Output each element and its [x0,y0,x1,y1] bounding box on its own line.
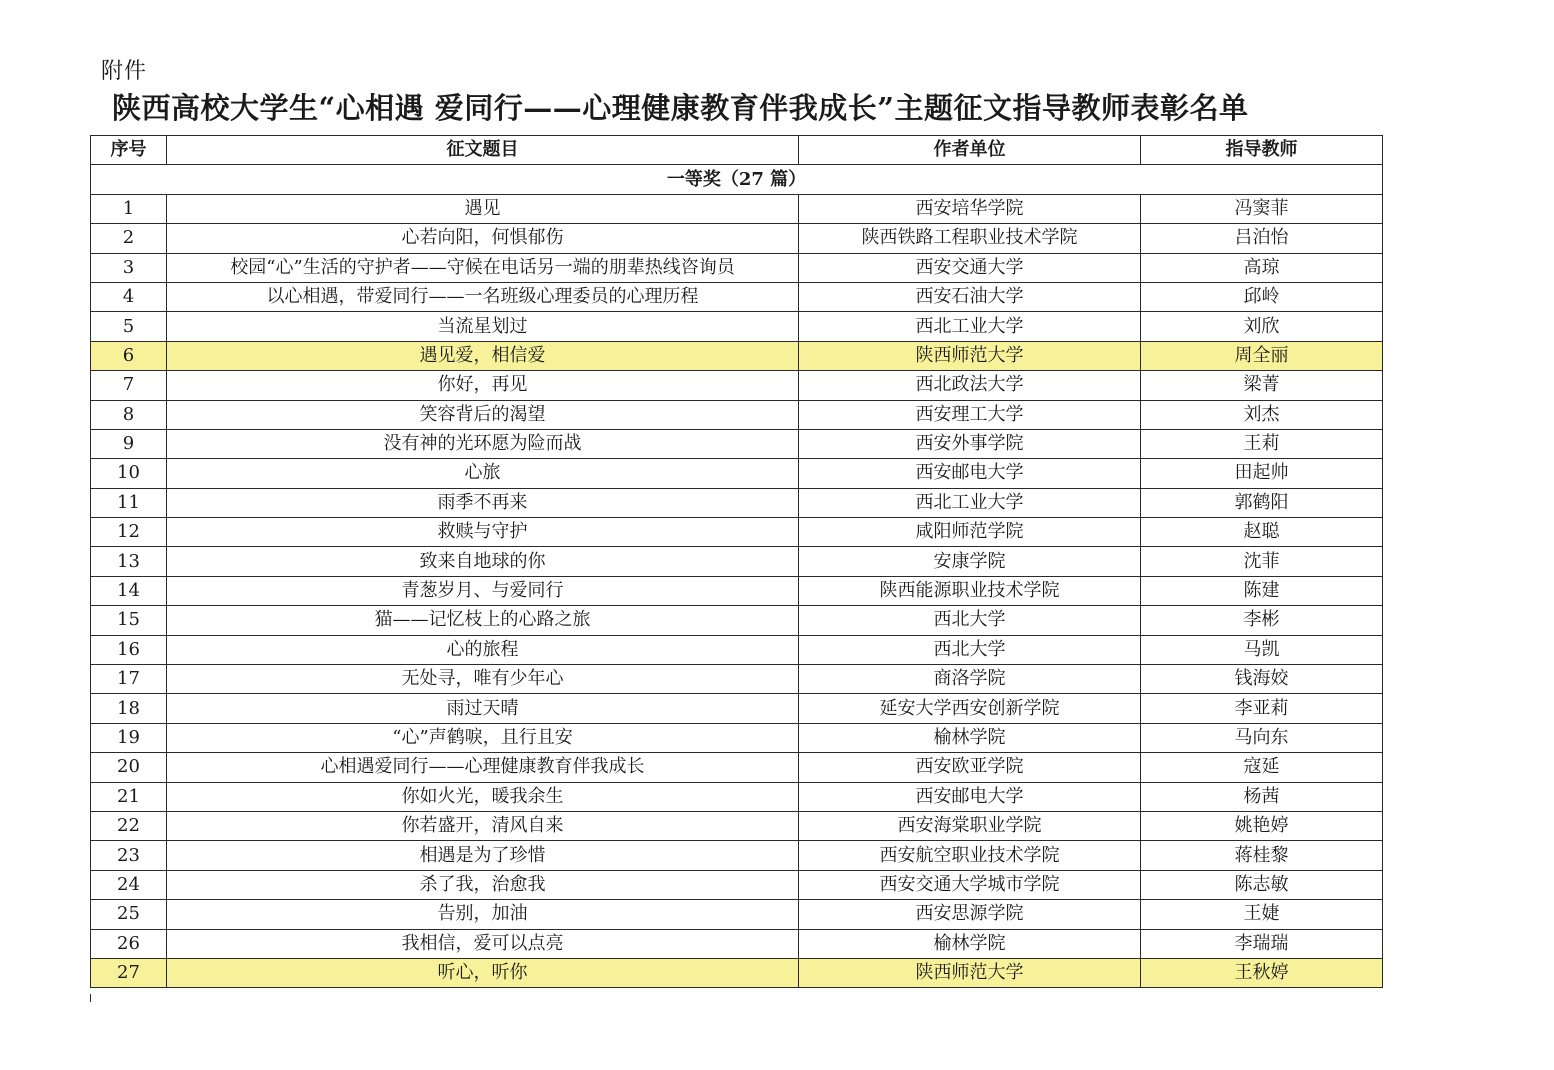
table-row [91,782,1383,811]
row-author-unit: 咸阳师范学院 [799,518,1141,547]
row-number: 1 [91,194,167,223]
row-author-unit: 榆林学院 [799,929,1141,958]
row-advisor: 马凯 [1141,635,1383,664]
row-essay-title: 没有神的光环愿为险而战 [167,429,799,458]
section-label-first-prize: 一等奖（27 篇） [91,165,1383,194]
row-essay-title: 我相信，爱可以点亮 [167,929,799,958]
row-advisor: 姚艳婷 [1141,811,1383,840]
table-row [91,900,1383,929]
row-essay-title: 猫——记忆枝上的心路之旅 [167,606,799,635]
row-essay-title: 救赎与守护 [167,518,799,547]
row-essay-title: 告别，加油 [167,900,799,929]
row-number: 13 [91,547,167,576]
row-advisor: 赵聪 [1141,518,1383,547]
table-row [91,371,1383,400]
table-row [91,194,1383,223]
table-row [91,870,1383,899]
table-row [91,518,1383,547]
row-number: 23 [91,841,167,870]
row-author-unit: 西安理工大学 [799,400,1141,429]
row-advisor: 寇延 [1141,753,1383,782]
row-author-unit: 商洛学院 [799,665,1141,694]
row-author-unit: 西安交通大学城市学院 [799,870,1141,899]
row-number: 27 [91,958,167,987]
row-essay-title: 相遇是为了珍惜 [167,841,799,870]
row-advisor: 李彬 [1141,606,1383,635]
row-essay-title: 无处寻，唯有少年心 [167,665,799,694]
row-advisor: 李瑞瑞 [1141,929,1383,958]
row-author-unit: 西安邮电大学 [799,782,1141,811]
row-author-unit: 陕西能源职业技术学院 [799,576,1141,605]
table-body [91,165,1383,988]
row-author-unit: 西安交通大学 [799,253,1141,282]
row-author-unit: 陕西铁路工程职业技术学院 [799,224,1141,253]
table-row [91,665,1383,694]
row-number: 19 [91,723,167,752]
row-advisor: 梁菁 [1141,371,1383,400]
row-number: 10 [91,459,167,488]
row-advisor: 郭鹤阳 [1141,488,1383,517]
table-row [91,341,1383,370]
row-advisor: 陈志敏 [1141,870,1383,899]
table-continuation-edge [90,994,1383,1002]
row-advisor: 王秋婷 [1141,958,1383,987]
row-number: 3 [91,253,167,282]
header-author-unit: 作者单位 [799,136,1141,165]
row-number: 15 [91,606,167,635]
row-number: 16 [91,635,167,664]
row-author-unit: 榆林学院 [799,723,1141,752]
table-row [91,576,1383,605]
row-essay-title: 以心相遇，带爱同行——一名班级心理委员的心理历程 [167,282,799,311]
row-number: 7 [91,371,167,400]
row-number: 22 [91,811,167,840]
row-author-unit: 西安邮电大学 [799,459,1141,488]
row-advisor: 王婕 [1141,900,1383,929]
row-essay-title: 青葱岁月、与爱同行 [167,576,799,605]
row-essay-title: 当流星划过 [167,312,799,341]
row-advisor: 周全丽 [1141,341,1383,370]
table-row [91,841,1383,870]
row-author-unit: 安康学院 [799,547,1141,576]
row-number: 4 [91,282,167,311]
row-essay-title: 校园“心”生活的守护者——守候在电话另一端的朋辈热线咨询员 [167,253,799,282]
row-author-unit: 西北工业大学 [799,488,1141,517]
row-advisor: 冯窦菲 [1141,194,1383,223]
row-author-unit: 西北大学 [799,635,1141,664]
row-essay-title: 你如火光，暖我余生 [167,782,799,811]
row-advisor: 钱海姣 [1141,665,1383,694]
row-essay-title: 笑容背后的渴望 [167,400,799,429]
row-number: 26 [91,929,167,958]
table-row [91,547,1383,576]
row-number: 11 [91,488,167,517]
row-number: 2 [91,224,167,253]
row-essay-title: 遇见 [167,194,799,223]
table-row [91,224,1383,253]
row-essay-title: 心旅 [167,459,799,488]
table-row [91,459,1383,488]
table-row [91,488,1383,517]
award-table-container [90,135,1382,988]
row-essay-title: 你好，再见 [167,371,799,400]
row-author-unit: 西安石油大学 [799,282,1141,311]
table-row [91,694,1383,723]
table-row [91,606,1383,635]
row-essay-title: 雨过天晴 [167,694,799,723]
award-table [90,135,1383,988]
document-title: 陕西高校大学生“心相遇 爱同行——心理健康教育伴我成长”主题征文指导教师表彰名单 [112,91,1249,125]
row-essay-title: 你若盛开，清风自来 [167,811,799,840]
section-row [91,165,1383,194]
row-advisor: 杨茜 [1141,782,1383,811]
row-advisor: 高琼 [1141,253,1383,282]
header-number: 序号 [91,136,167,165]
row-number: 21 [91,782,167,811]
row-author-unit: 西北政法大学 [799,371,1141,400]
row-advisor: 王莉 [1141,429,1383,458]
row-essay-title: 致来自地球的你 [167,547,799,576]
row-number: 8 [91,400,167,429]
row-advisor: 陈建 [1141,576,1383,605]
header-advisor: 指导教师 [1141,136,1383,165]
row-number: 14 [91,576,167,605]
row-advisor: 沈菲 [1141,547,1383,576]
row-author-unit: 延安大学西安创新学院 [799,694,1141,723]
row-advisor: 蒋桂黎 [1141,841,1383,870]
row-essay-title: 心相遇爱同行——心理健康教育伴我成长 [167,753,799,782]
table-row [91,753,1383,782]
row-number: 6 [91,341,167,370]
table-row [91,958,1383,987]
row-advisor: 邱岭 [1141,282,1383,311]
row-advisor: 刘欣 [1141,312,1383,341]
row-advisor: 吕泊怡 [1141,224,1383,253]
row-essay-title: 杀了我，治愈我 [167,870,799,899]
row-author-unit: 西安海棠职业学院 [799,811,1141,840]
row-number: 18 [91,694,167,723]
row-author-unit: 西安培华学院 [799,194,1141,223]
row-number: 17 [91,665,167,694]
row-essay-title: 雨季不再来 [167,488,799,517]
row-essay-title: 心的旅程 [167,635,799,664]
row-number: 5 [91,312,167,341]
row-number: 9 [91,429,167,458]
table-row [91,253,1383,282]
row-essay-title: 听心，听你 [167,958,799,987]
row-essay-title: 遇见爱，相信爱 [167,341,799,370]
row-advisor: 马向东 [1141,723,1383,752]
row-number: 24 [91,870,167,899]
row-author-unit: 西安外事学院 [799,429,1141,458]
row-author-unit: 西安欧亚学院 [799,753,1141,782]
row-number: 25 [91,900,167,929]
row-number: 12 [91,518,167,547]
row-author-unit: 西北大学 [799,606,1141,635]
row-author-unit: 陕西师范大学 [799,958,1141,987]
table-row [91,429,1383,458]
row-advisor: 刘杰 [1141,400,1383,429]
header-essay-title: 征文题目 [167,136,799,165]
table-row [91,282,1383,311]
row-advisor: 田起帅 [1141,459,1383,488]
attachment-label: 附件 [101,59,148,84]
row-author-unit: 西北工业大学 [799,312,1141,341]
row-essay-title: “心”声鹤唳，且行且安 [167,723,799,752]
row-author-unit: 陕西师范大学 [799,341,1141,370]
table-row [91,929,1383,958]
table-row [91,312,1383,341]
table-row [91,811,1383,840]
row-advisor: 李亚莉 [1141,694,1383,723]
row-author-unit: 西安航空职业技术学院 [799,841,1141,870]
row-number: 20 [91,753,167,782]
row-author-unit: 西安思源学院 [799,900,1141,929]
row-essay-title: 心若向阳，何惧郁伤 [167,224,799,253]
table-row [91,723,1383,752]
table-row [91,400,1383,429]
table-row [91,635,1383,664]
table-header-row [91,136,1383,165]
